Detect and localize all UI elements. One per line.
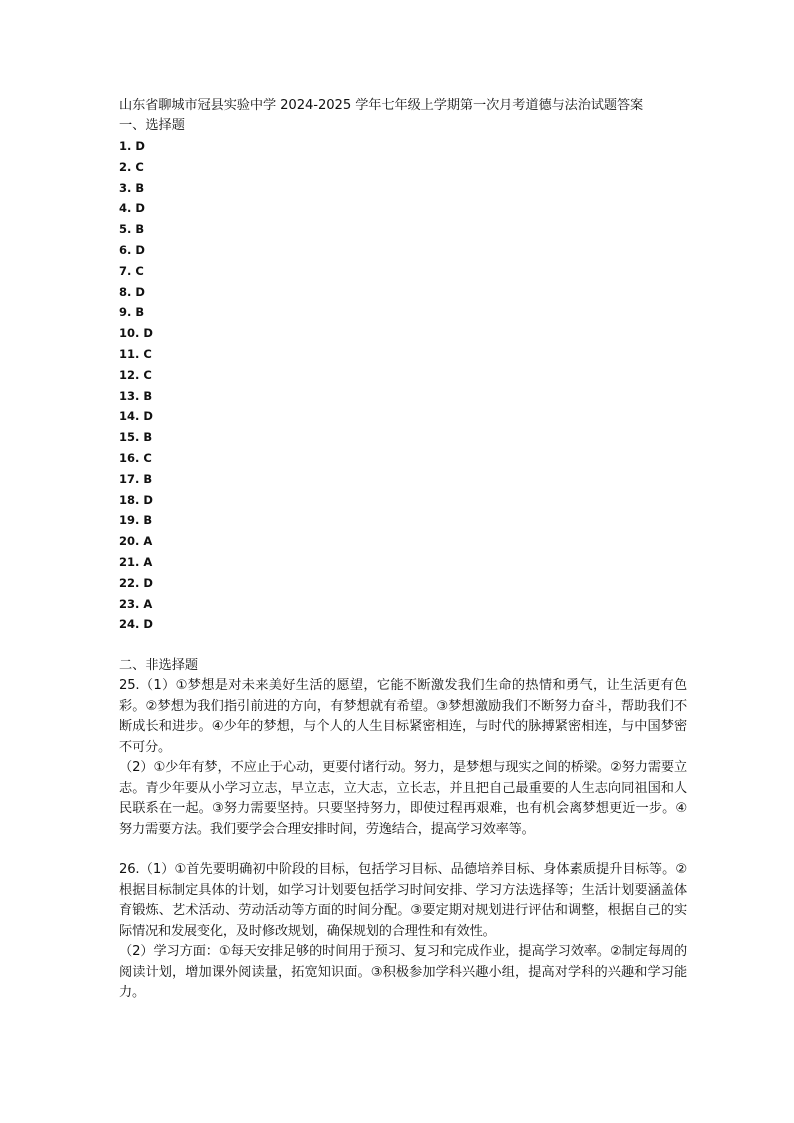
q26-part2-answer: （2）学习方面：①每天安排足够的时间用于预习、复习和完成作业，提高学习效率。②制定每周的阅读计划，增加课外阅读量，拓宽知识面。③积极参加学科兴趣小组，提高对学科的兴趣和学习能力。	[119, 944, 687, 1001]
choice-answer-item: 5. B	[119, 222, 145, 237]
q25-part2-answer: （2）①少年有梦，不应止于心动，更要付诸行动。努力，是梦想与现实之间的桥梁。②努力需要立志。青少年要从小学习立志，早立志，立大志，立长志，并且把自己最重要的人生志向同祖国和人民联系在一起。③努力需要坚持。只要坚持努力，即使过程再艰难，也有机会离梦想更近一步。④努力需要方法。我们要学会合理安排时间，劳逸结合，提高学习效率等。	[119, 760, 687, 837]
spacer	[119, 635, 687, 656]
document-title: 山东省聊城市冠县实验中学 2024-2025 学年七年级上学期第一次月考道德与法治试题答案	[119, 98, 644, 113]
answer-document	[119, 96, 687, 1004]
choice-answer-item: 9. B	[119, 305, 145, 320]
choice-answer-item: 20. A	[119, 534, 153, 549]
choice-answer-item: 15. B	[119, 430, 153, 445]
choice-answer-item: 4. D	[119, 201, 145, 216]
choice-answer-item: 12. C	[119, 367, 152, 382]
choice-answer-item: 16. C	[119, 450, 152, 465]
choice-answer-item: 3. B	[119, 180, 145, 195]
choice-answer-item: 1. D	[119, 139, 145, 153]
choice-answer-item: 22. D	[119, 575, 153, 590]
choice-answer-item: 13. B	[119, 388, 153, 403]
choice-answer-item: 6. D	[119, 242, 145, 257]
choice-answer-item: 7. C	[119, 263, 144, 278]
section-heading-nonchoice: 二、非选择题	[119, 658, 199, 674]
choice-answer-item: 24. D	[119, 617, 153, 632]
choice-answer-item: 10. D	[119, 326, 153, 341]
section-heading-choice: 一、选择题	[119, 118, 185, 133]
choice-answer-item: 11. C	[119, 346, 152, 361]
q26-part1-answer: 26.（1）①首先要明确初中阶段的目标，包括学习目标、品德培养目标、身体素质提升目标等。②根据目标制定具体的计划，如学习计划要包括学习时间安排、学习方法选择等；生活计划要涵盖体育锻炼、艺术活动、劳动活动等方面的时间分配。③要定期对规划进行评估和调整，根据自己的实际情况和发展变化，及时修改规划，确保规划的合理性和有效性。	[119, 862, 687, 939]
choice-answer-item: 2. C	[119, 159, 144, 174]
choice-answer-item: 19. B	[119, 513, 153, 528]
choice-answer-item: 21. A	[119, 554, 153, 569]
choice-answer-item: 8. D	[119, 284, 145, 299]
spacer	[119, 840, 687, 860]
q25-part1-answer: 25.（1）①梦想是对未来美好生活的愿望，它能不断激发我们生命的热情和勇气，让生活更有色彩。②梦想为我们指引前进的方向，有梦想就有希望。③梦想激励我们不断努力奋斗，帮助我们不断成长和进步。④少年的梦想，与个人的人生目标紧密相连，与时代的脉搏紧密相连，与中国梦密不可分。	[119, 678, 687, 755]
choice-answer-item: 14. D	[119, 409, 153, 424]
choice-answer-item: 18. D	[119, 492, 153, 507]
choice-answer-item: 23. A	[119, 596, 153, 611]
choice-answer-item: 17. B	[119, 471, 153, 486]
choice-answer-list	[119, 136, 687, 635]
